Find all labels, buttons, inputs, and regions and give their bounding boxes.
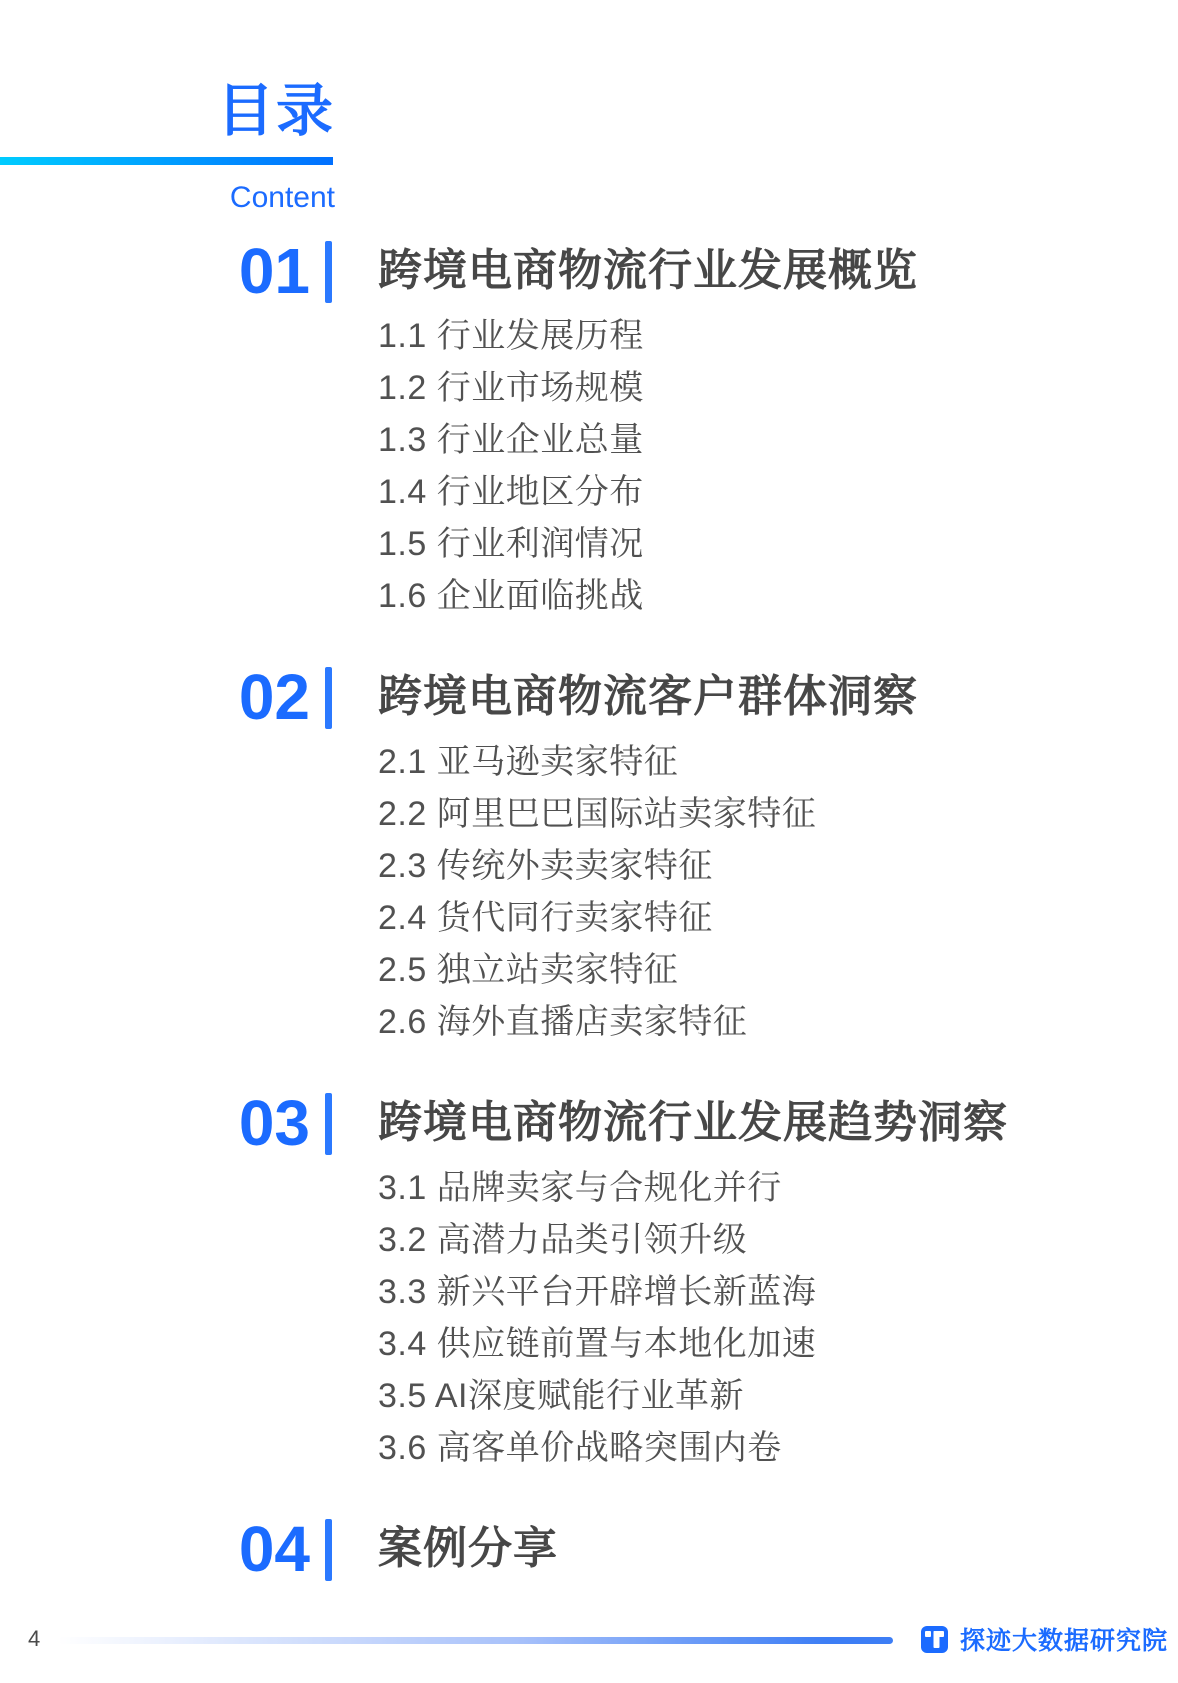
toc-item: 2.2 阿里巴巴国际站卖家特征	[378, 795, 817, 833]
toc-item: 3.5 AI深度赋能行业革新	[378, 1377, 744, 1415]
section-number: 01	[238, 235, 310, 307]
section-title: 跨境电商物流客户群体洞察	[378, 672, 918, 721]
toc-item: 2.1 亚马逊卖家特征	[378, 743, 679, 781]
toc-item: 1.2 行业市场规模	[378, 369, 644, 407]
toc-item: 3.6 高客单价战略突围内卷	[378, 1429, 782, 1467]
toc-item: 3.2 高潜力品类引领升级	[378, 1221, 748, 1259]
toc-item: 2.5 独立站卖家特征	[378, 951, 679, 989]
toc-item: 3.4 供应链前置与本地化加速	[378, 1325, 817, 1363]
section-divider-bar	[325, 1519, 332, 1581]
section-body	[378, 664, 918, 1048]
toc-item: 1.5 行业利润情况	[378, 525, 644, 563]
section-number: 03	[238, 1087, 310, 1159]
section-body	[378, 1090, 1008, 1474]
section-title: 跨境电商物流行业发展趋势洞察	[378, 1098, 1008, 1147]
toc-section	[0, 1513, 1178, 1585]
section-title: 案例分享	[378, 1524, 558, 1573]
section-number: 02	[238, 661, 310, 733]
section-divider-bar	[325, 667, 332, 729]
footer-brand-text: 探迹大数据研究院	[960, 1627, 1169, 1655]
toc-sections	[0, 235, 1178, 1624]
toc-item: 1.6 企业面临挑战	[378, 577, 644, 615]
toc-section	[0, 1087, 1178, 1474]
section-body	[378, 238, 918, 622]
section-divider-bar	[325, 1093, 332, 1155]
toc-section	[0, 661, 1178, 1048]
toc-item: 3.1 品牌卖家与合规化并行	[378, 1169, 782, 1207]
footer-divider-line	[58, 1637, 893, 1644]
toc-item: 2.3 传统外卖卖家特征	[378, 847, 713, 885]
section-body	[378, 1516, 558, 1582]
toc-item: 2.4 货代同行卖家特征	[378, 899, 713, 937]
toc-item: 1.1 行业发展历程	[378, 317, 644, 355]
tungee-logo-icon	[921, 1626, 948, 1653]
section-number: 04	[238, 1513, 310, 1585]
section-divider-bar	[325, 241, 332, 303]
toc-title-underline	[0, 157, 333, 165]
section-item-list	[378, 1162, 1008, 1474]
page-number: 4	[28, 1626, 41, 1651]
footer-brand	[921, 1622, 1168, 1656]
toc-item: 1.3 行业企业总量	[378, 421, 644, 459]
toc-header	[0, 80, 335, 213]
toc-item: 3.3 新兴平台开辟增长新蓝海	[378, 1273, 817, 1311]
toc-subtitle: Content	[229, 181, 335, 214]
section-item-list	[378, 736, 918, 1048]
toc-item: 1.4 行业地区分布	[378, 473, 644, 511]
section-title: 跨境电商物流行业发展概览	[378, 246, 918, 295]
toc-item: 2.6 海外直播店卖家特征	[378, 1003, 748, 1041]
page-footer	[0, 1622, 1178, 1662]
toc-section	[0, 235, 1178, 622]
section-item-list	[378, 310, 918, 622]
toc-title: 目录	[217, 79, 335, 143]
